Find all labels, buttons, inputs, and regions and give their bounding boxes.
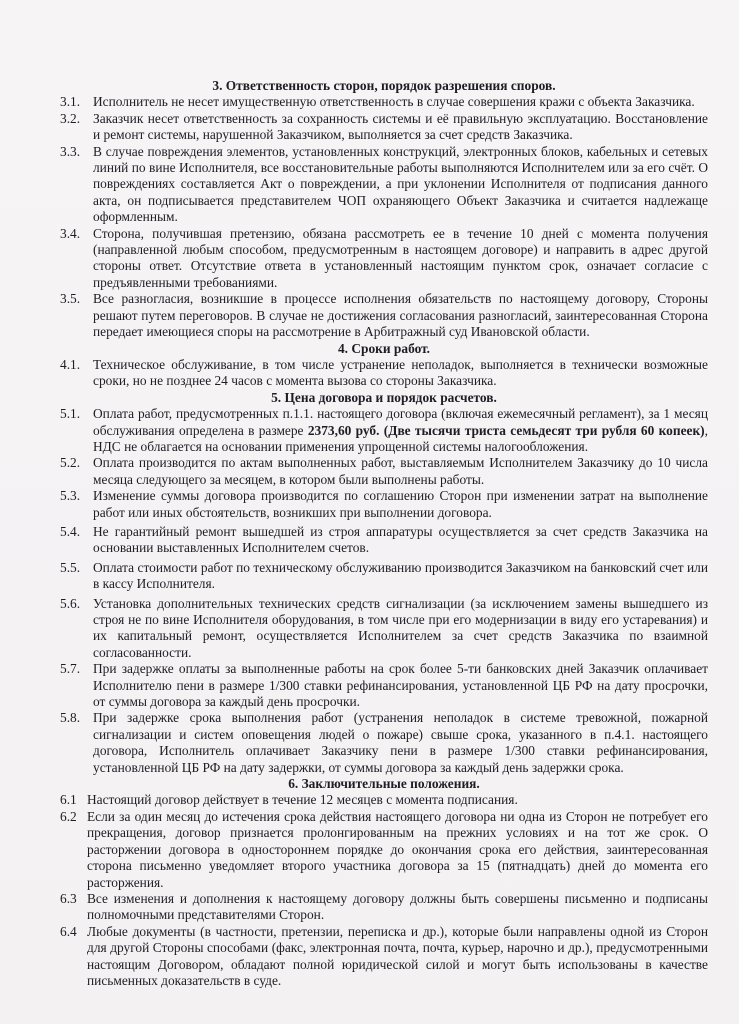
clause-number: 6.2 [60,808,77,824]
clause-number: 5.3. [60,488,81,504]
section-heading: 6. Заключительные положения. [288,776,480,792]
clause-text: Техническое обслуживание, в том числе устранение неполадок, выполняется в технически возможные сроки, но не позднее 24 часов с момента вызова со стороны Заказчика. [93,356,708,389]
clause [60,560,708,593]
document-body [60,78,708,989]
clause-number: 4.1. [60,356,81,372]
price-amount: 2373,60 руб. (Две тысячи триста семьдесят три рубля 60 копеек) [307,422,705,438]
clause [60,924,708,990]
clause-text: Все разногласия, возникшие в процессе исполнения обязательств по настоящему договору, Стороны решают путем переговоров. В случае не достижения согласования разногласий, заинтересованная Сторона передает имеющиеся споры на рассмотрение в Арбитражный суд Ивановской области. [93,291,708,340]
clause-number: 5.4. [60,523,81,539]
clause-text: Все изменения и дополнения к настоящему договору должны быть совершены письменно и подписаны полномочными представителями Сторон. [87,890,708,923]
clause-text: Оплата производится по актам выполненных работ, выставляемым Исполнителем Заказчику до 10 числа месяца следующего за месяцем, в котором были выполнены работы. [93,455,708,487]
clause-number: 5.6. [60,595,81,611]
clause-text: Не гарантийный ремонт вышедшей из строя аппаратуры осуществляется за счет средств Заказчика на основании выставленных Исполнителем счетов. [93,523,708,556]
clause [60,94,708,110]
clause [60,792,708,808]
clause-text: Изменение суммы договора производится по соглашению Сторон при изменении затрат на выполнение работ или иных обстоятельств, возникших при выполнении договора. [93,488,708,520]
clause-text-part: Оплата работ, предусмотренных п.1.1. настоящего договора (включая ежемесячный регламент), за 1 месяц обслуживания определена в размере [93,406,708,438]
clause-number: 6.4 [60,923,77,939]
clause [60,291,708,340]
clause-text: В случае повреждения элементов, установленных конструкций, электронных блоков, кабельных и сетевых линий по вине Исполнителя, все восстановительные работы выполняются Исполнителем или за его счёт. О повреждениях составляется Акт о повреждении, а при уклонении Исполнителя от подписания данного акта, он подписывается представителем ЧОП охраняющего Объект Заказчика и считается надлежаще оформленным. [93,143,708,225]
clause [60,488,708,521]
clause [60,891,708,924]
clause-text: Любые документы (в частности, претензии, переписка и др.), которые были направлены одной из Сторон для другой Стороны способами (факс, электронная почта, почта, курьер, нарочно и др.), предусмотренными настоящим Договором, обладают полной юридической силой и могут быть использованы в качестве письменных доказательств в суде. [87,923,708,988]
clause-text: Исполнитель не несет имущественную ответственность в случае совершения кражи с объекта Заказчика. [93,94,695,110]
clause [60,357,708,390]
clause-number: 3.3. [60,143,81,159]
clause-text: Если за один месяц до истечения срока действия настоящего договора ни одна из Сторон не потребует его прекращения, договор признается пролонгированным на прежних условиях и на тот же срок. О расторжении договора в одностороннем порядке до окончания срока его действия, заинтересованная сторона письменно уведомляет второго участника договора за 15 (пятнадцать) дней до момента его расторжения. [87,808,708,890]
clause [60,596,708,662]
clause-text [88,406,708,455]
section-heading: 3. Ответственность сторон, порядок разрешения споров. [212,78,556,93]
clause-number: 3.1. [60,94,81,110]
clause-number: 5.5. [60,559,81,575]
clause-text: Установка дополнительных технических средств сигнализации (за исключением замены вышедшего из строя не по вине Исполнителя оборудования, в том числе при его модернизации в виду его устаревания) и их капитальный ремонт, осуществляется Исполнителем за счет средств Заказчика по взаимной согласованности. [93,595,708,660]
clause [60,710,708,776]
clause-text: Настоящий договор действует в течение 12 месяцев с момента подписания. [87,792,518,808]
clause [60,111,708,144]
clause-number: 3.4. [60,225,81,241]
clause-text: Заказчик несет ответственность за сохранность системы и её правильную эксплуатацию. Восстановление и ремонт системы, нарушенной Заказчиком, выполняется за счет средств Заказчика. [93,110,708,143]
clause [60,455,708,488]
clause-number: 5.8. [60,710,81,726]
clause-number: 5.1. [60,406,81,422]
clause-text-part: , НДС не облагается на основании применения упрощенной системы налогообложения. [93,422,708,454]
clause [60,406,708,455]
clause [60,524,708,557]
clause-number: 5.7. [60,661,81,677]
bleed-through-shadow [300,8,460,68]
section-heading: 4. Сроки работ. [337,340,431,356]
clause-number: 5.2. [60,455,81,471]
clause-number: 6.1 [60,792,77,808]
section-heading: 5. Цена договора и порядок расчетов. [271,389,497,405]
clause [60,144,708,226]
clause-number: 3.5. [60,291,81,307]
clause-text: Оплата стоимости работ по техническому обслуживанию производится Заказчиком на банковский счет или в кассу Исполнителя. [93,559,708,592]
clause-number: 3.2. [60,110,81,126]
clause-text: При задержке срока выполнения работ (устранения неполадок в системе тревожной, пожарной сигнализации и систем оповещения людей о пожаре) свыше срока, указанного в п.4.1. настоящего договора, Исполнитель оплачивает Заказчику пени в размере 1/300 ставки рефинансирования, установленной ЦБ РФ на дату задержки, от суммы договора за каждый день задержки срока. [93,710,708,775]
clause [60,809,708,891]
clause [60,661,708,710]
clause-number: 6.3 [60,890,77,906]
clause [60,226,708,292]
clause-text: При задержке оплаты за выполненные работы на срок более 5-ти банковских дней Заказчик оплачивает Исполнителю пени в размере 1/300 ставки рефинансирования, установленной ЦБ РФ на дату просрочки, от суммы договора за каждый день просрочки. [93,661,708,710]
clause-text: Сторона, получившая претензию, обязана рассмотреть ее в течение 10 дней с момента получения (направленной любым способом, предусмотренным в настоящем договоре) и направить в адрес другой стороны ответ. Отсутствие ответа в установленный настоящим пунктом срок, означает согласие с предъявленными требованиями. [93,225,708,290]
